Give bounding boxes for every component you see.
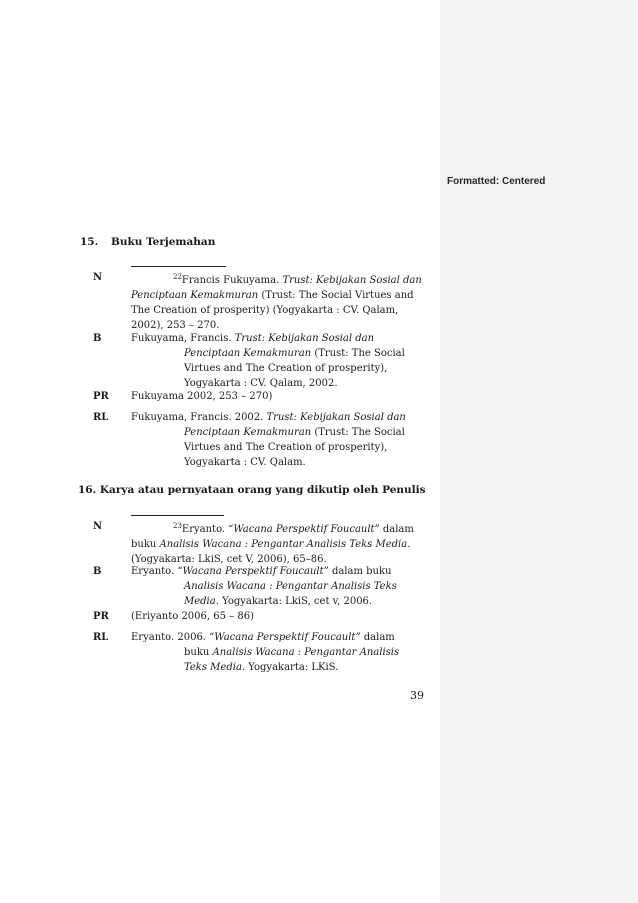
citation-type-b: B — [93, 566, 102, 577]
footnote-citation: $^{22}$Francis Fukuyama. Trust: Kebijakan Sosial dan Penciptaan Kemakmuran (Trust: The Social Virtues and The Creation of prosperity) (Yogyakarta : CV. Qalam, 2002), 253 – 270. — [131, 273, 422, 331]
citation-type-rl: RL — [93, 632, 109, 643]
footnote-number: 23 — [173, 522, 182, 530]
section-15-title: Buku Terjemahan — [111, 236, 216, 248]
citation-type-b: B — [93, 333, 102, 344]
citation-type-rl: RL — [93, 412, 109, 423]
section-16-heading: 16. Karya atau pernyataan orang yang dikutip oleh Penulis — [78, 484, 426, 496]
page-number: 39 — [410, 689, 424, 702]
parenthetical-reference: (Eriyanto 2006, 65 – 86) — [131, 611, 254, 622]
parenthetical-reference: Fukuyama 2002, 253 – 270) — [131, 391, 273, 402]
comment-margin-panel — [440, 0, 638, 903]
format-comment-label: Formatted: Centered — [447, 176, 546, 187]
citation-type-n: N — [93, 272, 103, 283]
citation-type-pr: PR — [93, 611, 109, 622]
footnote-separator — [131, 515, 224, 516]
section-15-heading — [80, 236, 215, 248]
bibliography-citation: Fukuyama, Francis. Trust: Kebijakan Sosial dan Penciptaan Kemakmuran (Trust: The Social Virtues and The Creation of prosperity), Yogyakarta : CV. Qalam, 2002. — [131, 333, 405, 389]
footnote-separator — [131, 266, 226, 267]
citation-type-pr: PR — [93, 391, 109, 402]
footnote-number: 22 — [173, 273, 182, 281]
section-15-number: 15. — [80, 236, 99, 248]
reference-list-citation: Fukuyama, Francis. 2002. Trust: Kebijakan Sosial dan Penciptaan Kemakmuran (Trust: The Social Virtues and The Creation of prosperity), Yogyakarta : CV. Qalam. — [131, 412, 406, 468]
reference-list-citation: Eryanto. 2006. “Wacana Perspektif Foucault” dalam buku Analisis Wacana : Pengantar Analisis Teks Media. Yogyakarta: LKiS. — [131, 632, 400, 673]
citation-type-n: N — [93, 521, 103, 532]
footnote-citation: $^{23}$Eryanto. “Wacana Perspektif Foucault” dalam buku Analisis Wacana : Pengantar Analisis Teks Media. (Yogyakarta: LkiS, cet V, 2006), 65–86. — [131, 522, 414, 565]
bibliography-citation: Eryanto. “Wacana Perspektif Foucault” dalam buku Analisis Wacana : Pengantar Analisis Teks Media. Yogyakarta: LkiS, cet v, 2006. — [131, 566, 397, 607]
